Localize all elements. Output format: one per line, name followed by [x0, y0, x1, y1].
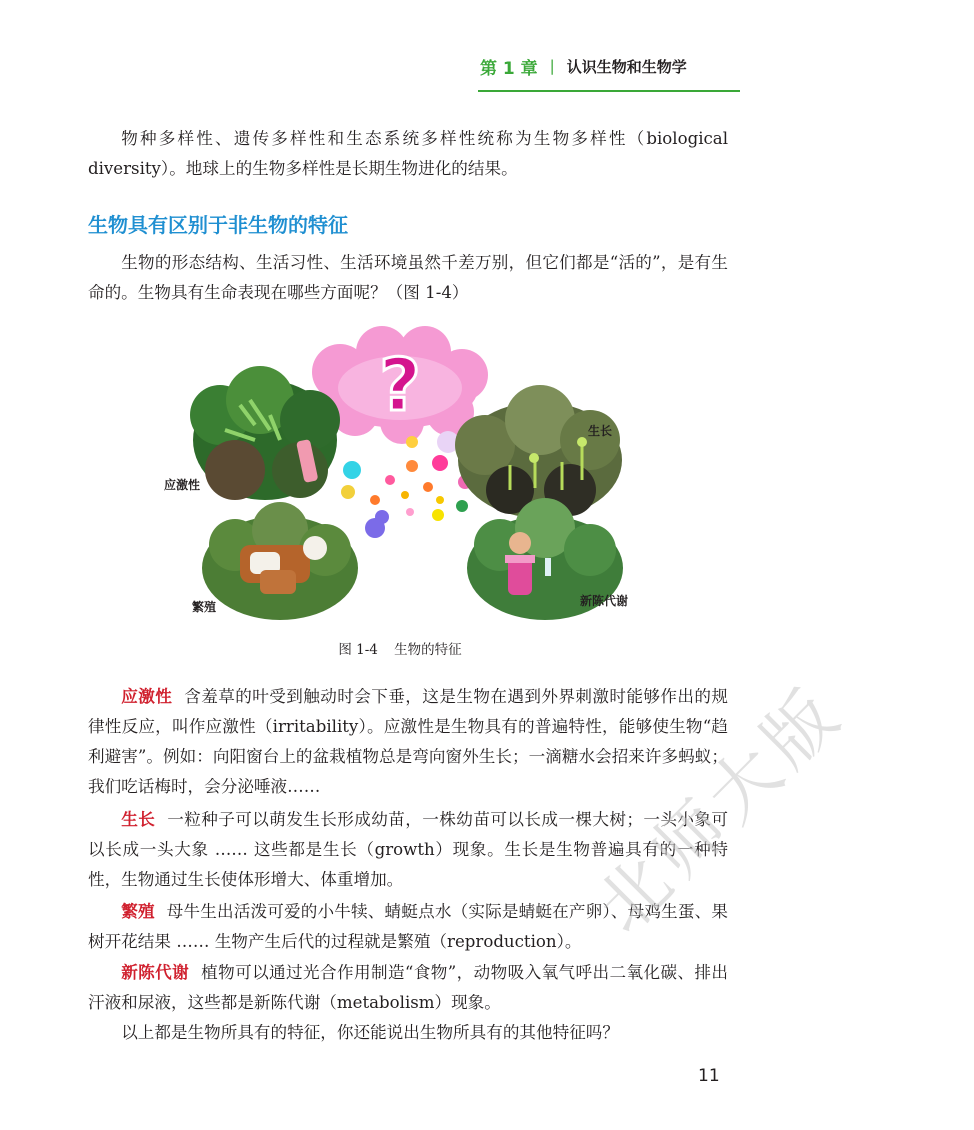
intro-paragraph: 物种多样性、遗传多样性和生态系统多样性统称为生物多样性（biological diversity）。地球上的生物多样性是长期生物进化的结果。 — [88, 129, 728, 178]
term-metabolism: 新陈代谢 — [121, 963, 190, 982]
page-number: 11 — [698, 1066, 720, 1086]
figure-illustration — [150, 330, 670, 630]
cows-photo — [202, 502, 358, 620]
header-separator: | — [549, 57, 555, 75]
watermark: 北师大版 — [580, 669, 860, 949]
paragraph-metabolism — [88, 958, 728, 1018]
figure-caption — [0, 638, 800, 658]
term-reproduction: 繁殖 — [121, 902, 155, 921]
label-irritability: 应激性 — [164, 478, 201, 492]
header-rule — [478, 90, 740, 92]
caption-text: 生物的特征 — [394, 642, 462, 658]
term-growth: 生长 — [121, 810, 156, 829]
text-reproduction: 母牛生出活泼可爱的小牛犊、蜻蜓点水（实际是蜻蜓在产卵）、母鸡生蛋、果树开花结果 …… 生物产生后代的过程就是繁殖（reproduction）。 — [88, 902, 728, 951]
figure-1-4 — [150, 330, 670, 630]
seedlings-photo — [455, 385, 622, 518]
text-irritability: 含羞草的叶受到触动时会下垂，这是生物在遇到外界刺激时能够作出的规律性反应，叫作应激性（irritability）。应激性是生物具有的普遍特性，能够使生物“趋利避害”。例如：向阳窗台上的盆栽植物总是弯向窗外生长；一滴糖水会招来许多蚂蚁；我们吃话梅时，会分泌唾液…… — [88, 687, 729, 796]
text-growth: 一粒种子可以萌发生长形成幼苗，一株幼苗可以长成一棵大树；一头小象可以长成一头大象 …… 这些都是生长（growth）现象。生长是生物普遍具有的一种特性，生物通过生长使体形增大、体重增加。 — [88, 810, 729, 889]
label-reproduction: 繁殖 — [192, 600, 217, 614]
running-header — [480, 50, 740, 82]
closing-paragraph: 以上都是生物所具有的特征，你还能说出生物所具有的其他特征吗？ — [121, 1023, 619, 1042]
term-irritability: 应激性 — [121, 687, 173, 706]
question-mark: ? — [379, 343, 421, 427]
chapter-title: 认识生物和生物学 — [566, 57, 687, 76]
section-heading: 生物具有区别于非生物的特征 — [88, 213, 348, 237]
chapter-number: 第 1 章 — [480, 58, 538, 79]
paragraph-irritability — [88, 682, 728, 802]
section-intro-paragraph: 生物的形态结构、生活习性、生活环境虽然千差万别，但它们都是“活的”，是有生命的。生物具有生命表现在哪些方面呢？（图 1-4） — [88, 253, 728, 302]
label-growth: 生长 — [588, 424, 613, 438]
text-metabolism: 植物可以通过光合作用制造“食物”，动物吸入氧气呼出二氧化碳、排出汗液和尿液，这些都是新陈代谢（metabolism）现象。 — [88, 963, 728, 1012]
caption-number: 图 1-4 — [338, 642, 378, 658]
label-metabolism: 新陈代谢 — [580, 594, 629, 608]
